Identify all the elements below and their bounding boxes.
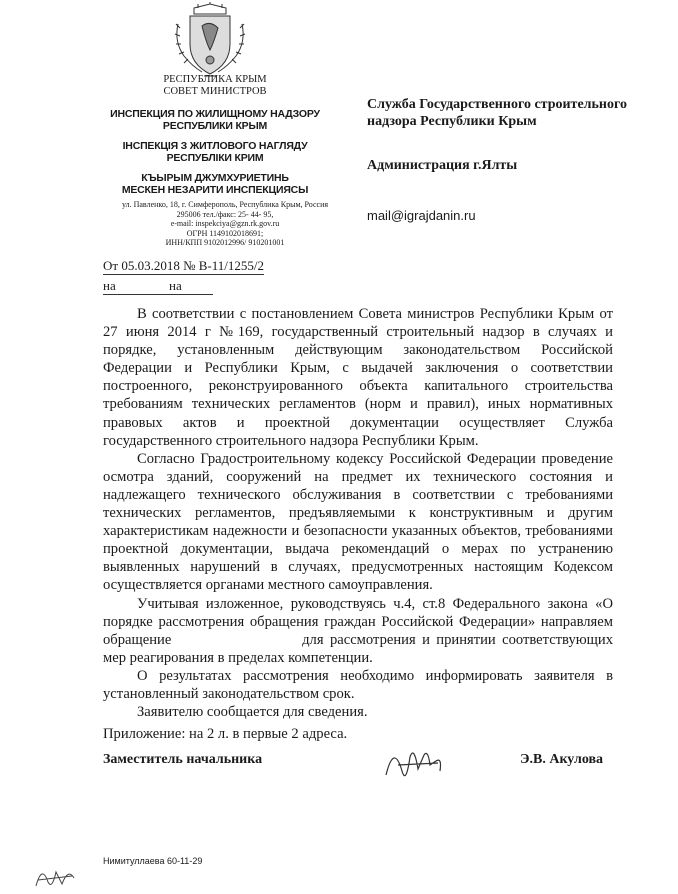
paragraph-1: В соответствии с постановлением Совета министров Республики Крым от 27 июня 2014 г №169, государственный строительный надзор в случаях и порядке, установленным действующим законодательством Российской Федерации и Республики Крым, с выдачей заключения о соответствии построенного, реконструированного объекта капитального строительства требованиям технических регламентов (норм и правил), иных нормативных правовых актов и проектной документации осуществляет Служба государственного строительного надзора Республики Крым. bbox=[103, 306, 613, 449]
org-name-ua bbox=[105, 140, 325, 164]
org-ua-line-1: ІНСПЕКЦІЯ З ЖИТЛОВОГО НАГЛЯДУ bbox=[122, 140, 308, 152]
republic-label: РЕСПУБЛИКА КРЫМ bbox=[163, 74, 267, 85]
executor-line: Нимитуллаева 60-11-29 bbox=[103, 856, 203, 866]
recipient-email: mail@igrajdanin.ru bbox=[367, 208, 476, 223]
org-ua-line-2: РЕСПУБЛІКИ КРИМ bbox=[166, 152, 264, 164]
org-ru-line-2: РЕСПУБЛИКИ КРЫМ bbox=[162, 120, 268, 132]
paragraph-3 bbox=[103, 595, 613, 667]
org-crh-line-1: КЪЫРЫМ ДЖУМХУРИЕТИНЬ bbox=[141, 172, 289, 184]
paragraph-2: Согласно Градостроительному кодексу Российской Федерации проведение осмотра зданий, сооружений на предмет их технического состояния и надлежащего технического обслуживания в соответствии с требованиями технических регламентов, предъявляемыми к конструктивным и другим характеристикам надежности и безопасности указанных объектов, требованиями проектной документации, выдача рекомендаций о мерах по устранению выявленных нарушений в случаях, предусмотренных настоящим Кодексом осуществляется органами местного самоуправления. bbox=[103, 450, 613, 594]
org-address-block bbox=[105, 200, 345, 248]
outgoing-ref bbox=[103, 258, 264, 275]
attachment-line: Приложение: на 2 л. в первые 2 адреса. bbox=[103, 726, 348, 743]
address-line: ул. Павленко, 18, г. Симферополь, Республика Крым, Россия bbox=[121, 200, 329, 209]
org-name-ru bbox=[105, 108, 325, 132]
inn-line: ИНН/КПП 9102012996/ 910201001 bbox=[165, 238, 285, 247]
org-crh-line-2: МЕСКЕН НЕЗАРИТИ ИНСПЕКЦИЯСЫ bbox=[121, 184, 309, 196]
signatory-position: Заместитель начальника bbox=[103, 752, 263, 767]
org-header bbox=[105, 74, 325, 98]
paragraph-3-part-a: Учитывая изложенное, руководствуясь ч.4, ст.8 Федерального закона «О порядке рассмотрения обращения граждан Российской Федерации» направляем обращение bbox=[103, 595, 613, 648]
executor-initials-signature bbox=[32, 858, 80, 892]
paragraph-3-part-b: для рассмотрения и принятии соответствующих мер реагирования в пределах компетенции. bbox=[103, 631, 613, 666]
recipient-1: Служба Государственного строительного надзора Республики Крым bbox=[367, 97, 627, 129]
paragraph-5: Заявителю сообщается для сведения. bbox=[137, 704, 368, 721]
ogrn-line: ОГРН 1149102018691; bbox=[186, 228, 264, 238]
handwritten-signature bbox=[380, 735, 460, 795]
letter-body bbox=[103, 305, 613, 743]
coat-of-arms-emblem bbox=[170, 2, 250, 80]
recipient-2: Администрация г.Ялты bbox=[367, 158, 518, 173]
paragraph-4: О результатах рассмотрения необходимо информировать заявителя в установленный законодательством срок. bbox=[103, 667, 613, 702]
email-line: e-mail: inspekciya@gzn.rk.gov.ru bbox=[170, 219, 280, 228]
ref-date-number: От 05.03.2018 № В-11/1255/2 bbox=[103, 258, 264, 273]
phone-line: 295006 тел./факс: 25- 44- 95, bbox=[176, 209, 274, 219]
signatory-name: Э.В. Акулова bbox=[520, 752, 604, 767]
org-ru-line-1: ИНСПЕКЦИЯ ПО ЖИЛИЩНОМУ НАДЗОРУ bbox=[110, 108, 320, 120]
incoming-ref bbox=[103, 278, 213, 295]
ref-na-1: на bbox=[103, 278, 169, 295]
org-name-crh bbox=[105, 172, 325, 196]
council-label: СОВЕТ МИНИСТРОВ bbox=[163, 86, 267, 97]
ref-na-2: на bbox=[169, 278, 213, 295]
